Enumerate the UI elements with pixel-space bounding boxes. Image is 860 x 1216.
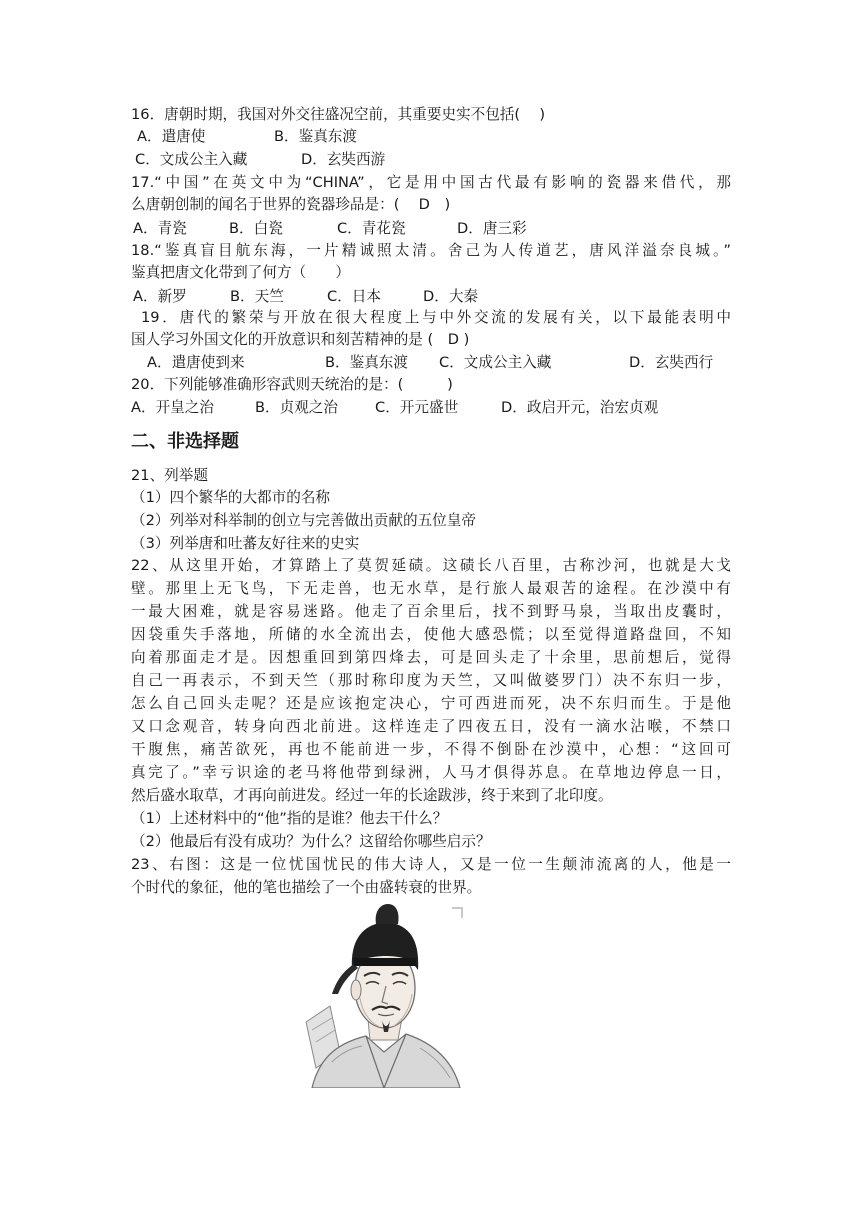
poet-portrait-image xyxy=(302,902,464,1088)
q21-item-3: （3）列举唐和吐蕃友好往来的史实 xyxy=(131,535,360,552)
q22-passage-line: 又口念观音，转身向西北前进。这样连走了四夜五日，没有一滴水沾喉，不禁口 xyxy=(131,718,731,735)
q18-stem-line1: 18.“鉴真盲目航东海，一片精诚照太清。舍己为人传道艺，唐风洋溢奈良城。” xyxy=(131,242,731,259)
q17-stem-line2: 么唐朝创制的闻名于世界的瓷器珍品是：( D ) xyxy=(131,196,451,213)
q16-option-c: C．文成公主入藏 xyxy=(135,151,248,168)
q22-passage-line: 22、从这里开始，才算踏上了莫贺延碛。这碛长八百里，古称沙河，也就是大戈 xyxy=(131,557,731,574)
q22-passage-line: 壁。那里上无飞鸟，下无走兽，也无水草，是行旅人最艰苦的途程。在沙漠中有 xyxy=(131,580,731,597)
q22-passage-line: 然后盛水取草，才再向前进发。经过一年的长途跋涉，终于来到了北印度。 xyxy=(131,787,613,804)
q21-item-2: （2）列举对科举制的创立与完善做出贡献的五位皇帝 xyxy=(131,512,476,529)
q23-stem-line1: 23、右图：这是一位忧国忧民的伟大诗人，又是一位一生颠沛流离的人，他是一 xyxy=(131,856,731,873)
q23-stem-line2: 个时代的象征，他的笔也描绘了一个由盛转衰的世界。 xyxy=(131,879,482,896)
q17-option-d: D．唐三彩 xyxy=(457,220,527,237)
q19-stem-line2: 国人学习外国文化的开放意识和刻苦精神的是 ( D ) xyxy=(131,331,470,348)
q22-passage-line: 因袋重失手落地，所储的水全流出去，使他大感恐慌；以至觉得道路盘回，不知 xyxy=(131,626,731,643)
section-heading-non-choice: 二、非选择题 xyxy=(131,431,239,452)
q22-subquestion-2: （2）他最后有没有成功？为什么？这留给你哪些启示？ xyxy=(131,833,491,850)
q20-option-c: C．开元盛世 xyxy=(375,399,459,416)
q17-option-a: A．青瓷 xyxy=(133,220,187,237)
q20-option-d: D．政启开元，治宏贞观 xyxy=(501,399,659,416)
q18-option-b: B．天竺 xyxy=(230,288,284,305)
q22-passage-line: 一最大困难，就是容易迷路。他走了百余里后，找不到野马泉，当取出皮囊时， xyxy=(131,603,731,620)
q17-option-c: C．青花瓷 xyxy=(337,220,406,237)
q22-passage-line: 怎么自己回头走呢？还是应该抱定决心，宁可西进而死，决不东归而生。于是他 xyxy=(131,695,731,712)
q18-option-a: A．新罗 xyxy=(133,288,187,305)
q17-stem-line1: 17.“中国”在英文中为“CHINA”，它是用中国古代最有影响的瓷器来借代，那 xyxy=(131,174,731,191)
q19-stem-line1: 19．唐代的繁荣与开放在很大程度上与中外交流的发展有关，以下最能表明中 xyxy=(141,309,731,326)
q18-option-d: D．大秦 xyxy=(423,288,479,305)
q20-stem: 20．下列能够准确形容武则天统治的是：( ) xyxy=(131,376,453,393)
q17-option-b: B．白瓷 xyxy=(229,220,283,237)
q21-item-1: （1）四个繁华的大都市的名称 xyxy=(131,489,331,506)
q22-subquestion-1: （1）上述材料中的“他”指的是谁？他去干什么？ xyxy=(131,810,448,827)
q19-option-b: B．鉴真东渡 xyxy=(325,354,408,371)
q22-passage-line: 真完了。”幸亏识途的老马将他带到绿洲，人马才俱得苏息。在草地边停息一日， xyxy=(131,764,731,781)
q16-option-a: A．遣唐使 xyxy=(137,128,206,145)
q22-passage-line: 自己一再表示，不到天竺（那时称印度为天竺，又叫做婆罗门）决不东归一步， xyxy=(131,672,731,689)
q21-title: 21、列举题 xyxy=(131,467,208,484)
q19-option-c: C．文成公主入藏 xyxy=(439,354,552,371)
q22-passage-line: 向着那面走才是。因想重回到第四烽去，可是回头走了十余里，思前想后，觉得 xyxy=(131,649,731,666)
q16-stem: 16．唐朝时期，我国对外交往盛况空前，其重要史实不包括( ) xyxy=(131,106,546,123)
q20-option-a: A．开皇之治 xyxy=(131,399,214,416)
q20-option-b: B．贞观之治 xyxy=(255,399,338,416)
q19-option-d: D．玄奘西行 xyxy=(629,354,714,371)
q19-option-a: A．遣唐使到来 xyxy=(147,354,245,371)
q16-option-d: D．玄奘西游 xyxy=(301,151,386,168)
q18-stem-line2: 鉴真把唐文化带到了何方（ ） xyxy=(131,264,350,281)
q22-passage-line: 干腹焦，痛苦欲死，再也不能前进一步，不得不倒卧在沙漠中，心想：“这回可 xyxy=(131,741,731,758)
q16-option-b: B．鉴真东渡 xyxy=(274,128,357,145)
q18-option-c: C．日本 xyxy=(327,288,381,305)
